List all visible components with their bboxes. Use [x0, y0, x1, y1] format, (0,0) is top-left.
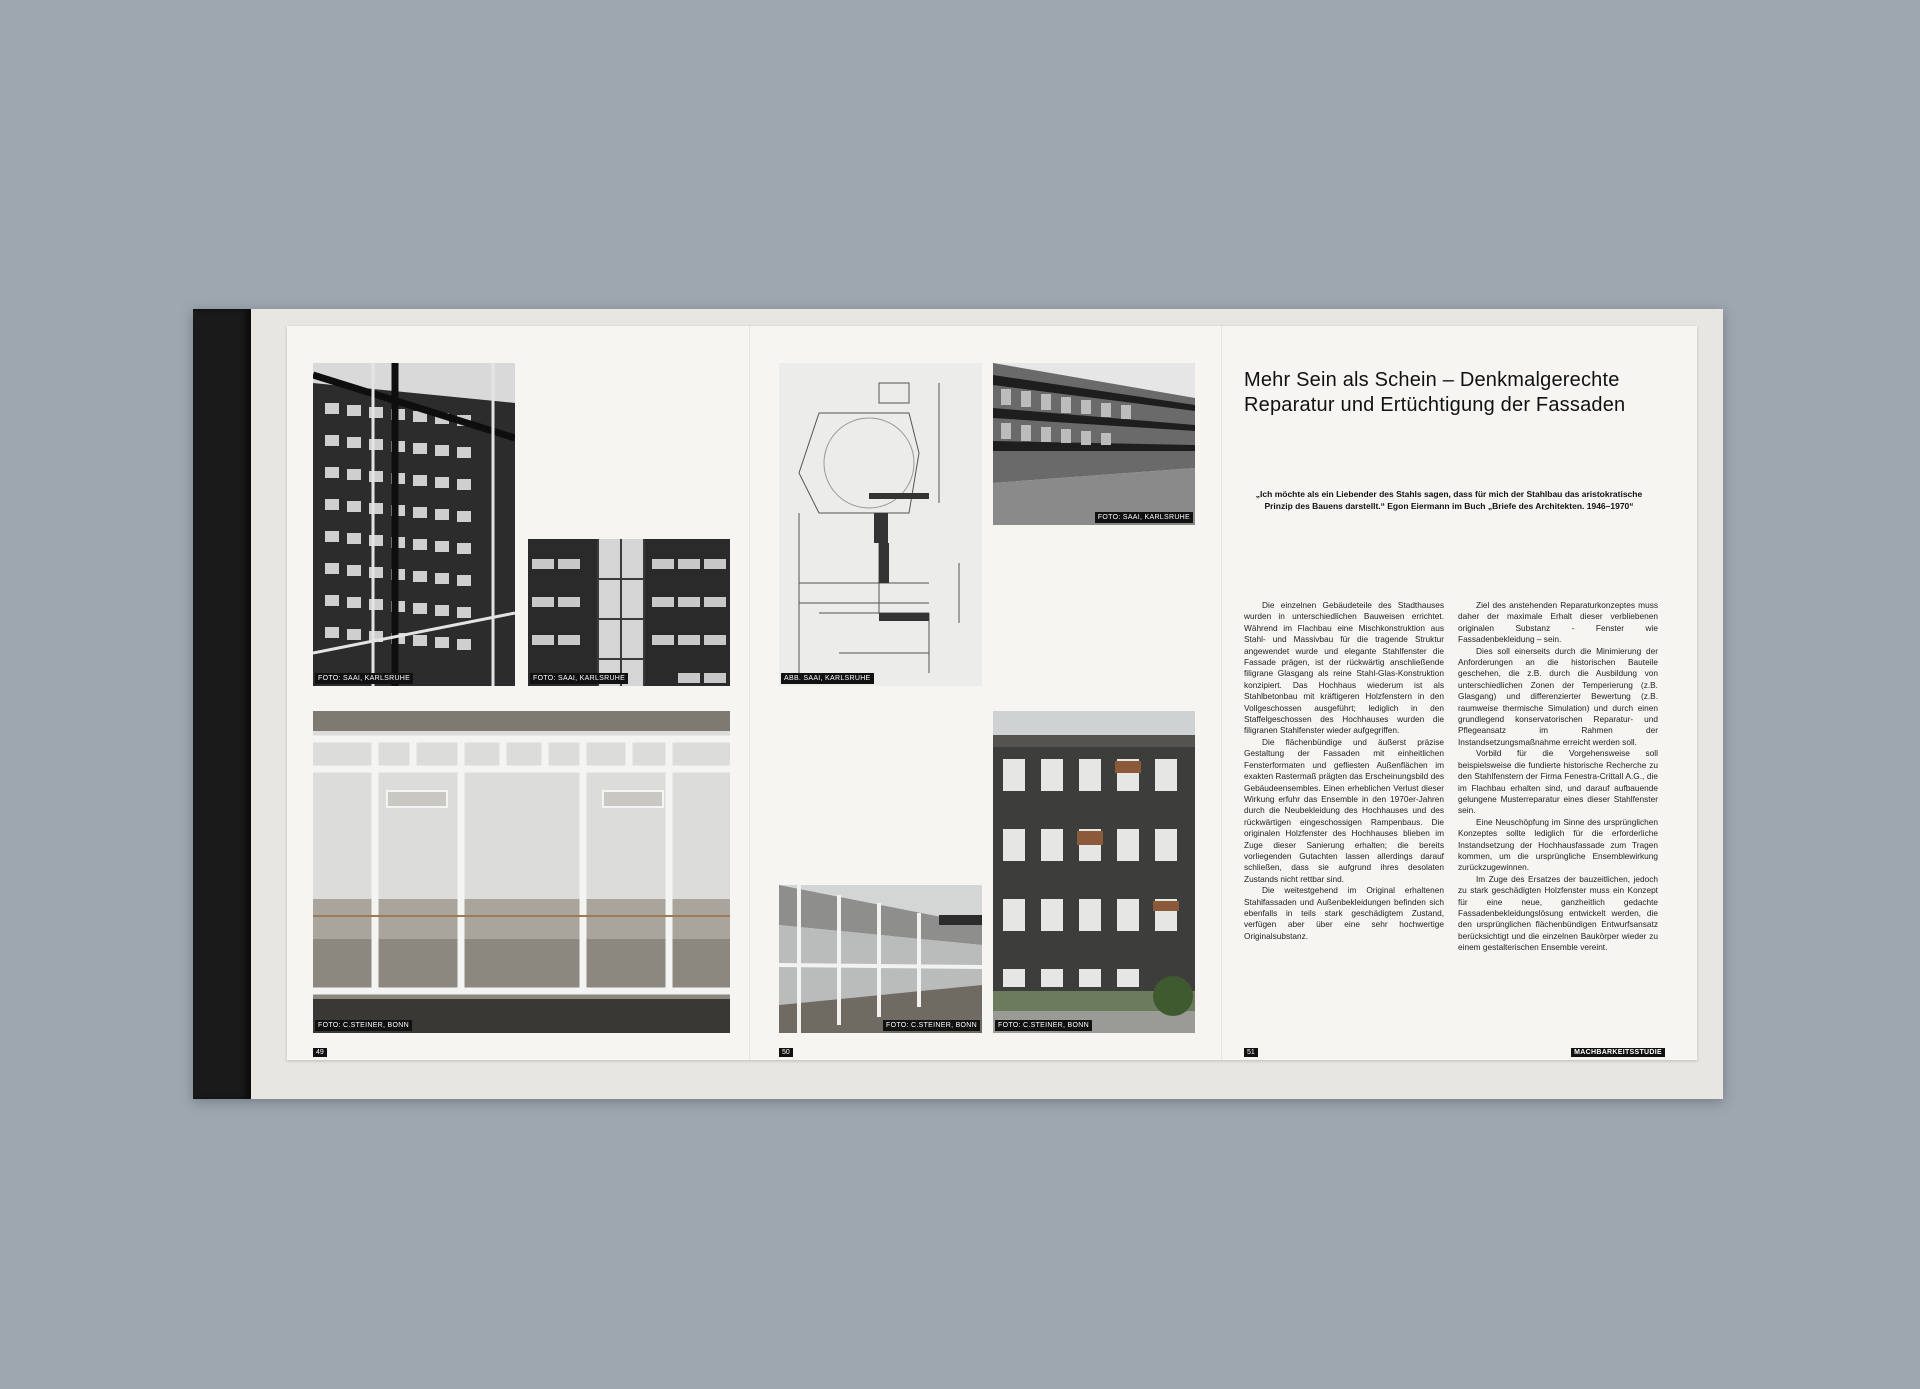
pull-quote: „Ich möchte als ein Liebender des Stahls sagen, dass für mich der Stahlbau das aristokratische Prinzip des Bauens darstellt.“ Egon Eiermann im Buch „Briefe des Architekten. 1946–1970“ [1255, 489, 1643, 511]
photo-credit: ABB. SAAI, KARLSRUHE [781, 673, 874, 684]
photo-credit: FOTO: C.STEINER, BONN [995, 1020, 1092, 1031]
paragraph: Vorbild für die Vorgehensweise soll beispielsweise die fundierte historische Recherche zu den Stahlfenstern der Firma Fenestra-Crittall A.G., die im Flachbau erhalten sind, und darauf aufbauende gelungene Musterreparatur eines dieser Stahlfenster sein. [1458, 748, 1658, 816]
book-spine [193, 309, 251, 1099]
page-fold [749, 326, 750, 1060]
paragraph: Dies soll einerseits durch die Minimierung der Anforderungen an die historischen Bauteile geschehen, die z.B. durch die Ausbildung von unterschiedlichen Zonen der Temperierung (z.B. Glasgang) und differenzierter Bewertung (z.B. raumweise thermische Simulation) und durch einen grundlegend konservatorischen Reparatur- und Pflegeansatz im Rahmen der Instandsetzungsmaßnahme erreicht werden soll. [1458, 645, 1658, 747]
body-column-left [1244, 600, 1444, 942]
paragraph: Die weitestgehend im Original erhaltenen Stahlfassaden und Außenbekleidungen befinden sich ebenfalls in teils stark geschädigtem Zustand, verfügen aber über eine sehr hochwertige Originalsubstanz. [1244, 885, 1444, 941]
body-column-right [1458, 600, 1658, 954]
photo-credit: FOTO: SAAI, KARLSRUHE [530, 673, 628, 684]
page-title-line: Mehr Sein als Schein – Denkmalgerechte [1244, 369, 1620, 391]
paragraph: Eine Neuschöpfung im Sinne des ursprünglichen Konzeptes sollte lediglich für die erforderliche Instandsetzung der Hochhausfassade zum Tragen kommen, um die ursprüngliche Ensemblewirkung zurückzugewinnen. [1458, 816, 1658, 873]
page-fold [1221, 326, 1222, 1060]
photo-highrise-bw [313, 363, 515, 686]
book-spread [287, 326, 1697, 1060]
page-title [1244, 368, 1664, 418]
photo-facade-detail-bw [528, 539, 730, 686]
photo-credit: FOTO: SAAI, KARLSRUHE [315, 673, 413, 684]
page-number: 51 [1244, 1048, 1258, 1057]
paragraph: Die flächenbündige und äußerst präzise Gestaltung der Fassaden mit einheitlichen Fensterformaten und gefliesten Außenflächen im exakten Rastermaß prägten das Erscheinungsbild des Gebäudeensembles. Einen erheblichen Verlust dieser Wirkung erfuhr das Ensemble in den 1970er-Jahren durch die Neubekleidung des Hochhauses und des rückwärtigen eingeschossigen Rampenbaus. Die originalen Holzfenster des Hochhauses blieben im Zuge dieser Sanierung erhalten; die bereits vorliegenden Gutachten lassen allerdings darauf schließen, dass sie aufgrund ihres desolaten Zustands nicht rettbar sind. [1244, 736, 1444, 884]
photo-glass-corridor [779, 885, 982, 1033]
paragraph: Die einzelnen Gebäudeteile des Stadthauses wurden in unterschiedlichen Bauweisen errichtet. Während im Flachbau eine Mischkonstruktion aus Stahl- und Massivbau für die tragende Struktur angewendet wurde und elegante Stahlfenster die Fassade prägen, ist der rückwärtig anschließende filigrane Glasgang als reine Stahl-Glas-Konstruktion konzipiert. Das Hochhaus wiederum ist als Stahlbetonbau mit kräftigeren Holzfenstern in den Vollgeschossen ausgeführt; lediglich in den Staffelgeschossen des Hochhauses wurden die filigranen Stahlfenster wieder aufgegriffen. [1244, 600, 1444, 736]
photo-facade-color [993, 711, 1195, 1033]
photo-credit: FOTO: SAAI, KARLSRUHE [1095, 512, 1193, 523]
paragraph: Ziel des anstehenden Reparaturkonzeptes muss daher der maximale Erhalt dieser verbliebenen originalen Substanz - Fenster wie Fassadenbekleidung – sein. [1458, 600, 1658, 645]
paragraph: Im Zuge des Ersatzes der bauzeitlichen, jedoch zu stark geschädigten Holzfenster muss ein Konzept für eine neue, ganzheitlich gedachte Fassadenbekleidungslösung entwickelt werden, die den ursprünglichen flächenbündigen Entwurfsansatz berücksichtigt und die einzelnen Baukörper wieder zu einem gestalterischen Ensemble vereint. [1458, 873, 1658, 953]
photo-interior-windows [313, 711, 730, 1033]
page-number: 49 [313, 1048, 327, 1057]
photo-credit: FOTO: C.STEINER, BONN [315, 1020, 412, 1031]
drawing-window-section [779, 363, 982, 686]
photo-credit: FOTO: C.STEINER, BONN [883, 1020, 980, 1031]
photo-building-exterior-bw [993, 363, 1195, 525]
section-tag: MACHBARKEITSSTUDIE [1571, 1048, 1665, 1057]
page-title-line: Reparatur und Ertüchtigung der Fassaden [1244, 394, 1626, 416]
page-number: 50 [779, 1048, 793, 1057]
